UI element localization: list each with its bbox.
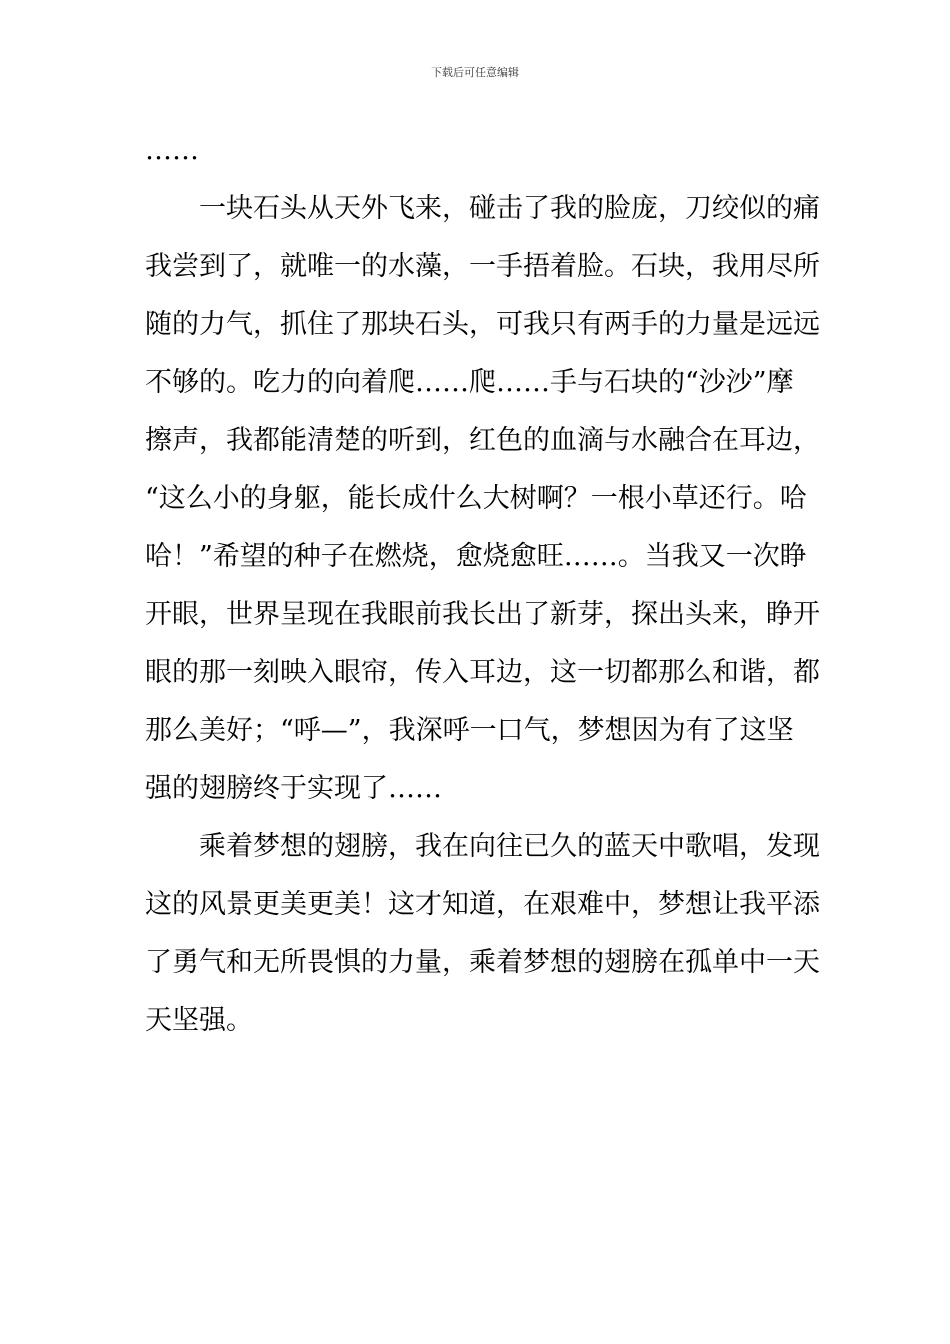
text-line: 眼的那一刻映入眼帘，传入耳边，这一切都那么和谐，都 (145, 657, 820, 688)
text-line: 那么美好；“呼—”，我深呼一口气，梦想因为有了这坚 (145, 715, 794, 746)
paragraph-start-line: 一块石头从天外飞来，碰击了我的脸庞，刀绞似的痛 (199, 193, 820, 224)
text-line: “这么小的身躯，能长成什么大树啊？一根小草还行。哈 (145, 483, 807, 514)
text-line: 擦声，我都能清楚的听到，红色的血滴与水融合在耳边， (145, 425, 820, 456)
text-line: …… (145, 135, 199, 166)
text-line: 我尝到了，就唯一的水藻，一手捂着脸。石块，我用尽所 (145, 251, 820, 282)
text-line: 这的风景更美更美！这才知道，在艰难中，梦想让我平添 (145, 889, 820, 920)
page-header: 下载后可任意编辑 (431, 66, 519, 79)
text-line: 哈！”希望的种子在燃烧，愈烧愈旺……。当我又一次睁 (145, 541, 807, 572)
text-line: 随的力气，抓住了那块石头，可我只有两手的力量是远远 (145, 309, 820, 340)
text-line: 强的翅膀终于实现了…… (145, 773, 442, 804)
text-line: 不够的。吃力的向着爬……爬……手与石块的“沙沙”摩 (145, 367, 794, 398)
text-line: 开眼，世界呈现在我眼前我长出了新芽，探出头来，睁开 (145, 599, 820, 630)
document-body (145, 122, 820, 1050)
text-line: 天坚强。 (145, 1005, 253, 1036)
paragraph-start-line: 乘着梦想的翅膀，我在向往已久的蓝天中歌唱，发现 (199, 831, 820, 862)
text-line: 了勇气和无所畏惧的力量，乘着梦想的翅膀在孤单中一天 (145, 947, 820, 978)
